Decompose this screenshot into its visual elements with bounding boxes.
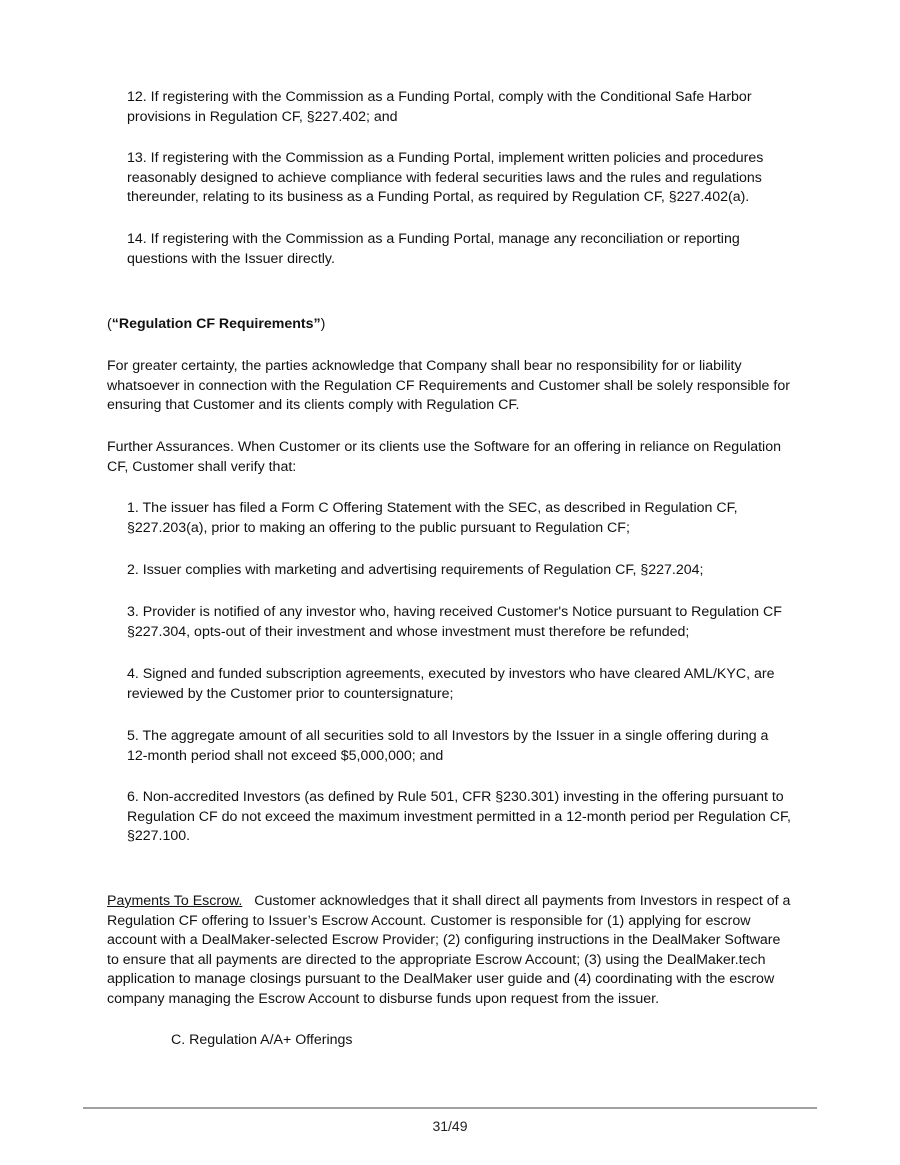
verify-item-5 — [127, 727, 768, 766]
section-c-heading — [171, 1031, 353, 1051]
verify-item-2 — [127, 561, 703, 581]
item-14 — [127, 230, 740, 269]
payments-paragraph — [107, 892, 790, 1010]
certainty-paragraph — [107, 357, 790, 416]
line: 12. If registering with the Commission as a Funding Portal, comply with the Conditional Safe Harbor — [127, 89, 752, 105]
line: 14. If registering with the Commission as a Funding Portal, manage any reconciliation or reporting — [127, 231, 740, 247]
line: For greater certainty, the parties acknowledge that Company shall bear no responsibility for or liability — [107, 358, 742, 374]
line: provisions in Regulation CF, §227.402; and — [127, 108, 398, 125]
heading-bold: “Regulation CF Requirements” — [111, 316, 321, 332]
line: Regulation CF do not exceed the maximum investment permitted in a 12-month period per Regulation CF, — [127, 808, 791, 825]
line: Customer acknowledges that it shall direct all payments from Investors in respect of a — [242, 893, 791, 909]
line: Regulation CF offering to Issuer’s Escrow Account. Customer is responsible for (1) applying for escrow — [107, 912, 751, 929]
paren: ) — [320, 316, 326, 332]
verify-item-6 — [127, 788, 791, 847]
line: §227.100. — [127, 828, 191, 845]
line: Further Assurances. When Customer or its clients use the Software for an offering in reliance on Regulation — [107, 439, 781, 455]
page-number: 31/49 — [432, 1118, 468, 1134]
line: application to manage closings pursuant to the DealMaker user guide and (4) coordinating with the escrow — [107, 971, 775, 988]
line: 12-month period shall not exceed $5,000,000; and — [127, 747, 444, 764]
line: 1. The issuer has filed a Form C Offering Statement with the SEC, as described in Regulation CF, — [127, 500, 738, 516]
line: reviewed by the Customer prior to countersignature; — [127, 685, 454, 702]
line: §227.203(a), prior to making an offering to the public pursuant to Regulation CF; — [127, 519, 630, 536]
paren: ( — [107, 316, 112, 332]
line: 4. Signed and funded subscription agreements, executed by investors who have cleared AML/KYC, are — [127, 666, 775, 682]
item-12 — [127, 88, 752, 127]
verify-item-3 — [127, 603, 782, 642]
line: 3. Provider is notified of any investor who, having received Customer's Notice pursuant to Regulation CF — [127, 604, 782, 620]
payments-title: Payments To Escrow. — [107, 893, 243, 909]
line: to ensure that all payments are directed to the appropriate Escrow Account; (3) using the DealMaker.tech — [107, 951, 766, 968]
verify-item-4 — [127, 665, 775, 704]
footer-divider — [83, 1107, 817, 1109]
item-13 — [127, 149, 763, 208]
line: reasonably designed to achieve compliance with federal securities laws and the rules and regulations — [127, 169, 762, 186]
assurances-paragraph — [107, 438, 781, 477]
line: 2. Issuer complies with marketing and advertising requirements of Regulation CF, §227.204; — [127, 562, 704, 578]
line: thereunder, relating to its business as a Funding Portal, as required by Regulation CF, §227.402(a). — [127, 189, 750, 206]
line: 13. If registering with the Commission as a Funding Portal, implement written policies and procedures — [127, 150, 764, 166]
line: 5. The aggregate amount of all securities sold to all Investors by the Issuer in a single offering during a — [127, 728, 769, 744]
line: 6. Non-accredited Investors (as defined by Rule 501, CFR §230.301) investing in the offering pursuant to — [127, 789, 784, 805]
line: §227.304, opts-out of their investment and whose investment must therefore be refunded; — [127, 623, 690, 640]
line: company managing the Escrow Account to disburse funds upon request from the issuer. — [107, 990, 660, 1007]
verify-item-1 — [127, 499, 738, 538]
line: account with a DealMaker-selected Escrow Provider; (2) configuring instructions in the DealMaker Software — [107, 932, 781, 949]
line: CF, Customer shall verify that: — [107, 458, 297, 475]
line: questions with the Issuer directly. — [127, 250, 335, 267]
line: ensuring that Customer and its clients comply with Regulation CF. — [107, 397, 520, 414]
section-heading — [107, 315, 325, 335]
line: C. Regulation A/A+ Offerings — [171, 1032, 353, 1048]
line: whatsoever in connection with the Regulation CF Requirements and Customer shall be solely responsible for — [107, 377, 790, 394]
